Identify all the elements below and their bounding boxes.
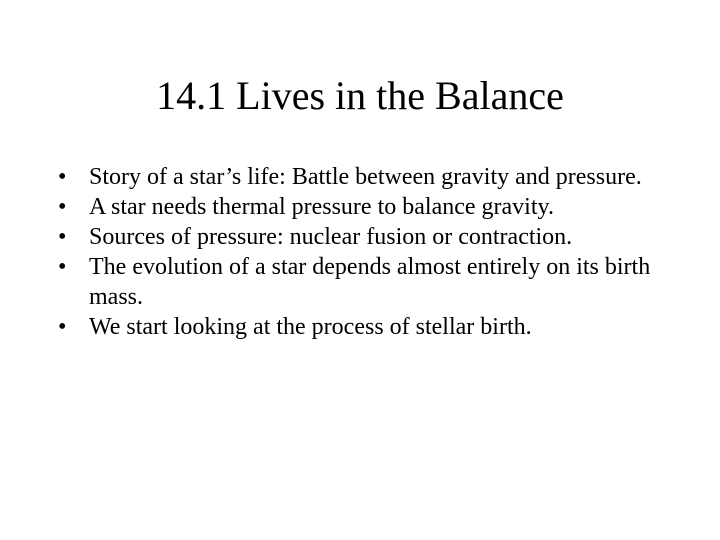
bullet-item [58, 312, 678, 342]
bullet-text: A star needs thermal pressure to balance gravity. [89, 194, 554, 220]
bullet-text: The evolution of a star depends almost entirely on its birth mass. [89, 254, 651, 310]
bullet-item [58, 252, 678, 312]
slide-title: 14.1 Lives in the Balance [156, 73, 564, 118]
bullet-text: Sources of pressure: nuclear fusion or contraction. [89, 224, 573, 250]
bullet-item [58, 222, 678, 252]
bullet-dot-icon: • [58, 314, 67, 340]
bullet-dot-icon: • [58, 254, 67, 280]
bullet-item [58, 162, 678, 192]
bullet-item [58, 192, 678, 222]
bullet-text: Story of a star’s life: Battle between gravity and pressure. [89, 164, 642, 190]
bullet-list [58, 162, 678, 342]
bullet-dot-icon: • [58, 164, 67, 190]
bullet-dot-icon: • [58, 224, 67, 250]
bullet-dot-icon: • [58, 194, 67, 220]
bullet-text: We start looking at the process of stellar birth. [89, 314, 532, 340]
